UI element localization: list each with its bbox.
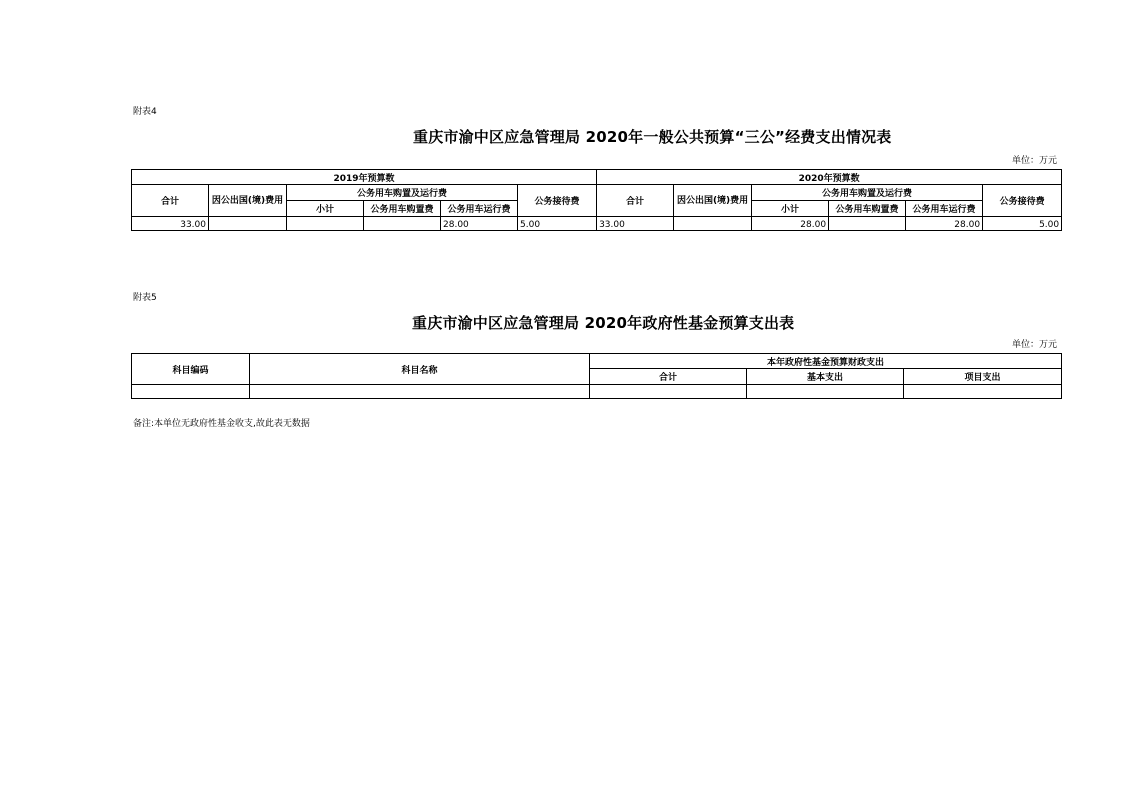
table5-note: 备注:本单位无政府性基金收支,故此表无数据 [133, 419, 310, 429]
header-2019-vehicle-group: 公务用车购置及运行费 [287, 185, 518, 201]
header-subject-code: 科目编码 [132, 354, 250, 385]
header-2019-purchase: 公务用车购置费 [364, 201, 441, 217]
header-2020-total: 合计 [597, 185, 674, 217]
cell-2019-purchase [364, 217, 441, 231]
cell-2019-total: 33.00 [132, 217, 209, 231]
table5-cell [747, 385, 904, 399]
header-2020-budget: 2020年预算数 [597, 170, 1062, 185]
cell-2019-abroad [209, 217, 287, 231]
header-2019-total: 合计 [132, 185, 209, 217]
header-2020-operation: 公务用车运行费 [906, 201, 983, 217]
cell-2020-total: 33.00 [597, 217, 674, 231]
header-2020-reception: 公务接待费 [983, 185, 1062, 217]
header-fund-total: 合计 [590, 369, 747, 385]
header-2019-subtotal: 小计 [287, 201, 364, 217]
header-fund-expenditure: 本年政府性基金预算财政支出 [590, 354, 1062, 369]
table5-cell [250, 385, 590, 399]
table5-grid [131, 353, 1062, 399]
cell-2020-abroad [674, 217, 752, 231]
header-2020-purchase: 公务用车购置费 [829, 201, 906, 217]
table4-title: 重庆市渝中区应急管理局 2020年一般公共预算“三公”经费支出情况表 [413, 128, 892, 146]
cell-2019-reception: 5.00 [518, 217, 597, 231]
table4-grid [131, 169, 1062, 231]
table4-unit: 单位：万元 [1012, 156, 1058, 166]
header-2020-abroad: 因公出国(境)费用 [674, 185, 752, 217]
header-2019-abroad: 因公出国(境)费用 [209, 185, 287, 217]
header-basic-expenditure: 基本支出 [747, 369, 904, 385]
cell-2020-subtotal: 28.00 [752, 217, 829, 231]
table5-title: 重庆市渝中区应急管理局 2020年政府性基金预算支出表 [412, 314, 795, 332]
table4-data-row [132, 217, 1062, 231]
table5-empty-row [132, 385, 1062, 399]
cell-2019-operation: 28.00 [441, 217, 518, 231]
cell-2020-reception: 5.00 [983, 217, 1062, 231]
annex-label-4: 附表4 [133, 107, 157, 117]
table5-cell [132, 385, 250, 399]
cell-2020-operation: 28.00 [906, 217, 983, 231]
header-subject-name: 科目名称 [250, 354, 590, 385]
header-2020-vehicle-group: 公务用车购置及运行费 [752, 185, 983, 201]
annex-label-5: 附表5 [133, 293, 157, 303]
cell-2020-purchase [829, 217, 906, 231]
header-2019-reception: 公务接待费 [518, 185, 597, 217]
header-2019-operation: 公务用车运行费 [441, 201, 518, 217]
table5-unit: 单位：万元 [1012, 340, 1058, 350]
header-2020-subtotal: 小计 [752, 201, 829, 217]
cell-2019-subtotal [287, 217, 364, 231]
table5-cell [590, 385, 747, 399]
header-project-expenditure: 项目支出 [904, 369, 1062, 385]
table5-cell [904, 385, 1062, 399]
header-2019-budget: 2019年预算数 [132, 170, 597, 185]
